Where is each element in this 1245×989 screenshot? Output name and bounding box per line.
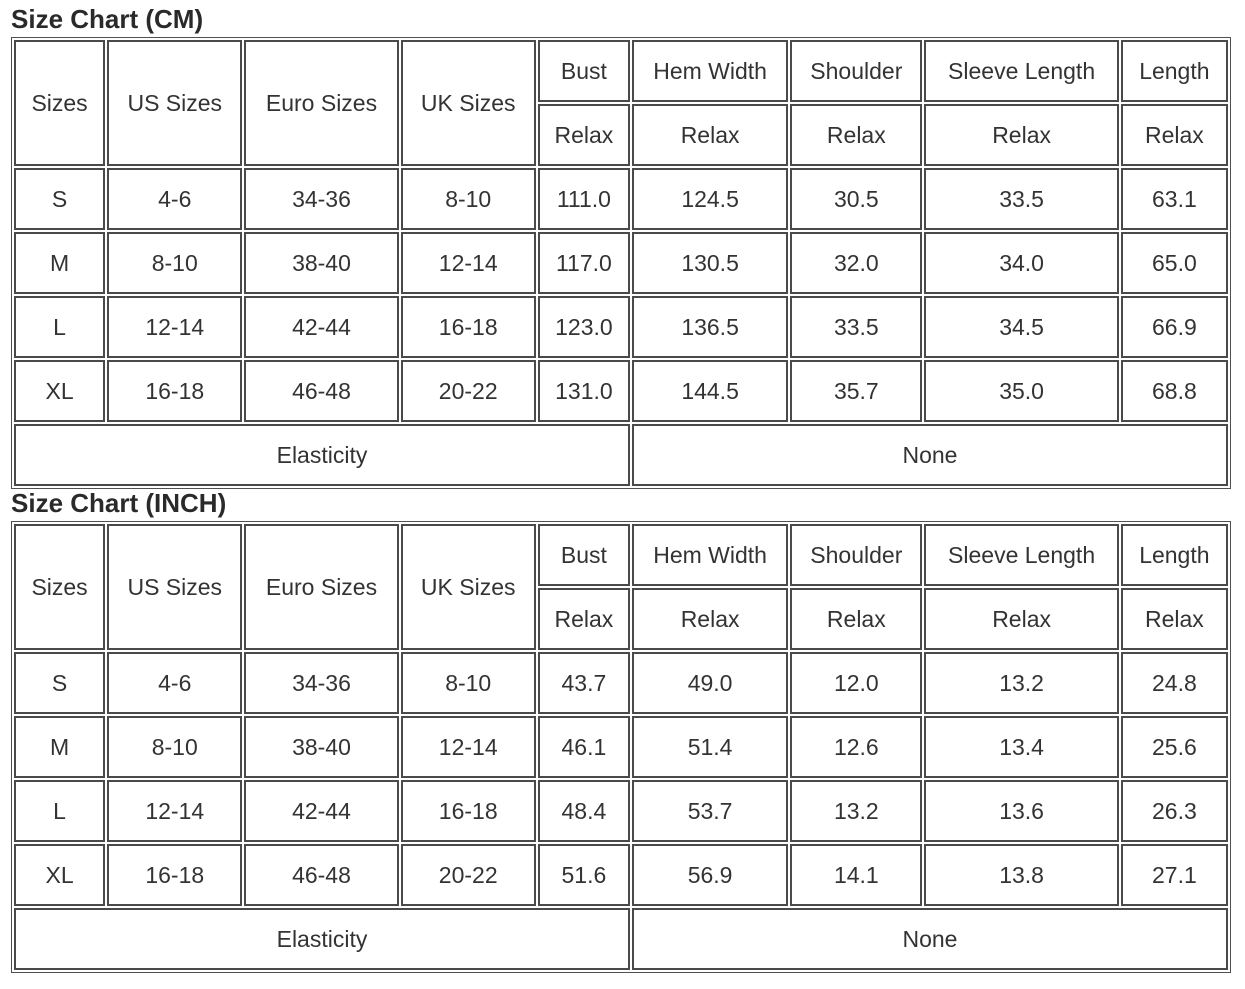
elasticity-row <box>14 908 1228 970</box>
cell-us-size: 16-18 <box>107 360 242 422</box>
subheader-relax: Relax <box>1121 104 1228 166</box>
subheader-relax: Relax <box>924 104 1118 166</box>
subheader-relax: Relax <box>924 588 1118 650</box>
size-chart-inch-table <box>11 521 1231 973</box>
cell-length: 63.1 <box>1121 168 1228 230</box>
cell-uk-size: 12-14 <box>401 716 536 778</box>
table-row <box>14 168 1228 230</box>
cell-sleeve-length: 35.0 <box>924 360 1118 422</box>
cell-uk-size: 12-14 <box>401 232 536 294</box>
cell-euro-size: 46-48 <box>244 844 398 906</box>
cell-shoulder: 12.6 <box>790 716 922 778</box>
cell-length: 27.1 <box>1121 844 1228 906</box>
header-euro-sizes: Euro Sizes <box>244 40 398 166</box>
cell-size: M <box>14 716 105 778</box>
cell-length: 65.0 <box>1121 232 1228 294</box>
cell-us-size: 12-14 <box>107 780 242 842</box>
cell-bust: 131.0 <box>538 360 630 422</box>
header-shoulder: Shoulder <box>790 524 922 586</box>
cell-size: S <box>14 168 105 230</box>
elasticity-value: None <box>632 424 1228 486</box>
cell-bust: 51.6 <box>538 844 630 906</box>
cell-euro-size: 46-48 <box>244 360 398 422</box>
cell-euro-size: 42-44 <box>244 780 398 842</box>
cell-us-size: 12-14 <box>107 296 242 358</box>
cell-shoulder: 35.7 <box>790 360 922 422</box>
elasticity-value: None <box>632 908 1228 970</box>
cell-euro-size: 38-40 <box>244 232 398 294</box>
cell-size: L <box>14 780 105 842</box>
cell-us-size: 8-10 <box>107 232 242 294</box>
subheader-relax: Relax <box>538 588 630 650</box>
cell-us-size: 16-18 <box>107 844 242 906</box>
cell-length: 66.9 <box>1121 296 1228 358</box>
header-row <box>14 524 1228 586</box>
header-shoulder: Shoulder <box>790 40 922 102</box>
cell-size: XL <box>14 844 105 906</box>
header-row <box>14 40 1228 102</box>
cell-sleeve-length: 34.5 <box>924 296 1118 358</box>
cell-hem-width: 124.5 <box>632 168 788 230</box>
header-bust: Bust <box>538 40 630 102</box>
cell-bust: 48.4 <box>538 780 630 842</box>
header-hem-width: Hem Width <box>632 40 788 102</box>
header-euro-sizes: Euro Sizes <box>244 524 398 650</box>
header-uk-sizes: UK Sizes <box>401 40 536 166</box>
table-row <box>14 232 1228 294</box>
cell-uk-size: 20-22 <box>401 844 536 906</box>
elasticity-label: Elasticity <box>14 424 630 486</box>
cell-bust: 46.1 <box>538 716 630 778</box>
cell-hem-width: 144.5 <box>632 360 788 422</box>
cell-euro-size: 34-36 <box>244 652 398 714</box>
cell-uk-size: 16-18 <box>401 296 536 358</box>
cell-length: 68.8 <box>1121 360 1228 422</box>
subheader-relax: Relax <box>632 588 788 650</box>
cell-length: 25.6 <box>1121 716 1228 778</box>
cell-euro-size: 34-36 <box>244 168 398 230</box>
cell-size: XL <box>14 360 105 422</box>
cell-euro-size: 42-44 <box>244 296 398 358</box>
subheader-relax: Relax <box>632 104 788 166</box>
elasticity-row <box>14 424 1228 486</box>
cell-uk-size: 8-10 <box>401 168 536 230</box>
cell-sleeve-length: 13.4 <box>924 716 1118 778</box>
cell-shoulder: 33.5 <box>790 296 922 358</box>
cell-sleeve-length: 13.8 <box>924 844 1118 906</box>
cell-shoulder: 14.1 <box>790 844 922 906</box>
cell-length: 24.8 <box>1121 652 1228 714</box>
header-uk-sizes: UK Sizes <box>401 524 536 650</box>
cell-uk-size: 8-10 <box>401 652 536 714</box>
cell-hem-width: 53.7 <box>632 780 788 842</box>
cell-sleeve-length: 34.0 <box>924 232 1118 294</box>
header-sleeve-length: Sleeve Length <box>924 40 1118 102</box>
table-row <box>14 360 1228 422</box>
cell-us-size: 4-6 <box>107 168 242 230</box>
subheader-relax: Relax <box>790 588 922 650</box>
cell-euro-size: 38-40 <box>244 716 398 778</box>
cell-us-size: 4-6 <box>107 652 242 714</box>
cell-us-size: 8-10 <box>107 716 242 778</box>
header-sizes: Sizes <box>14 40 105 166</box>
cell-uk-size: 16-18 <box>401 780 536 842</box>
header-us-sizes: US Sizes <box>107 40 242 166</box>
size-chart-cm-title: Size Chart (CM) <box>11 4 204 34</box>
cell-sleeve-length: 33.5 <box>924 168 1118 230</box>
cell-uk-size: 20-22 <box>401 360 536 422</box>
header-sizes: Sizes <box>14 524 105 650</box>
cell-sleeve-length: 13.2 <box>924 652 1118 714</box>
cell-size: S <box>14 652 105 714</box>
cell-shoulder: 13.2 <box>790 780 922 842</box>
header-bust: Bust <box>538 524 630 586</box>
table-row <box>14 780 1228 842</box>
subheader-relax: Relax <box>1121 588 1228 650</box>
header-sleeve-length: Sleeve Length <box>924 524 1118 586</box>
header-length: Length <box>1121 40 1228 102</box>
table-row <box>14 652 1228 714</box>
size-chart-cm-table <box>11 37 1231 489</box>
subheader-relax: Relax <box>538 104 630 166</box>
cell-bust: 123.0 <box>538 296 630 358</box>
cell-length: 26.3 <box>1121 780 1228 842</box>
size-chart-inch-title: Size Chart (INCH) <box>11 488 227 518</box>
subheader-relax: Relax <box>790 104 922 166</box>
table-row <box>14 844 1228 906</box>
cell-bust: 111.0 <box>538 168 630 230</box>
cell-hem-width: 130.5 <box>632 232 788 294</box>
cell-size: M <box>14 232 105 294</box>
cell-bust: 117.0 <box>538 232 630 294</box>
cell-sleeve-length: 13.6 <box>924 780 1118 842</box>
cell-hem-width: 51.4 <box>632 716 788 778</box>
cell-shoulder: 32.0 <box>790 232 922 294</box>
cell-hem-width: 56.9 <box>632 844 788 906</box>
cell-size: L <box>14 296 105 358</box>
table-row <box>14 716 1228 778</box>
cell-bust: 43.7 <box>538 652 630 714</box>
header-length: Length <box>1121 524 1228 586</box>
cell-shoulder: 30.5 <box>790 168 922 230</box>
cell-hem-width: 136.5 <box>632 296 788 358</box>
table-row <box>14 296 1228 358</box>
cell-shoulder: 12.0 <box>790 652 922 714</box>
elasticity-label: Elasticity <box>14 908 630 970</box>
cell-hem-width: 49.0 <box>632 652 788 714</box>
header-us-sizes: US Sizes <box>107 524 242 650</box>
header-hem-width: Hem Width <box>632 524 788 586</box>
